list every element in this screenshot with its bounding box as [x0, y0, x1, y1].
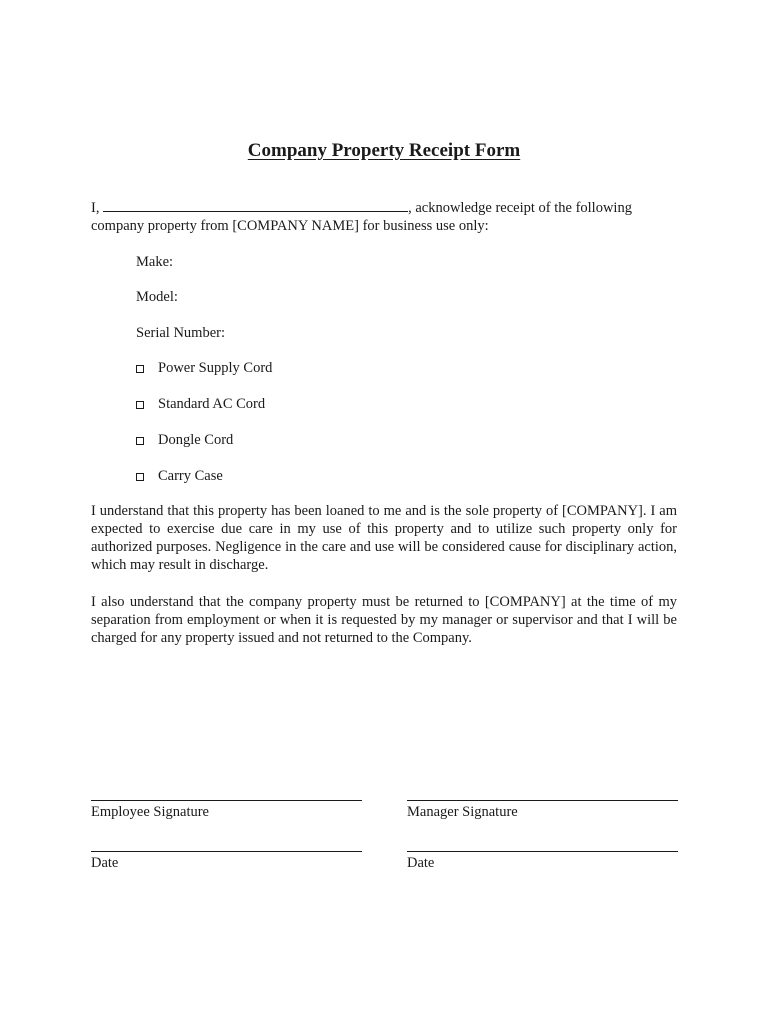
- checkbox-icon[interactable]: [136, 401, 144, 409]
- employee-signature-label: Employee Signature: [91, 804, 209, 820]
- checklist-item-label: Standard AC Cord: [158, 396, 266, 412]
- serial-number-field-label: Serial Number:: [136, 325, 225, 341]
- manager-date-label: Date: [407, 855, 435, 871]
- checklist-item-label: Dongle Cord: [158, 432, 234, 448]
- checklist-item-label: Power Supply Cord: [158, 360, 273, 376]
- ack-prefix: I,: [91, 200, 100, 216]
- manager-signature-label: Manager Signature: [407, 804, 518, 820]
- checklist-item-label: Carry Case: [158, 468, 223, 484]
- checkbox-icon[interactable]: [136, 365, 144, 373]
- manager-signature-line[interactable]: [407, 800, 678, 801]
- checklist-item-standard-ac-cord: [136, 395, 265, 413]
- acknowledgement-statement: [91, 199, 681, 235]
- make-field-label: Make:: [136, 254, 174, 270]
- employee-date-line[interactable]: [91, 851, 362, 852]
- ack-line-2: company property from [COMPANY NAME] for business use only:: [91, 218, 489, 234]
- checkbox-icon[interactable]: [136, 437, 144, 445]
- ack-suffix: , acknowledge receipt of the following: [408, 200, 632, 216]
- model-field-label: Model:: [136, 289, 178, 305]
- checklist-item-power-supply-cord: [136, 359, 272, 377]
- manager-date-line[interactable]: [407, 851, 678, 852]
- checkbox-icon[interactable]: [136, 473, 144, 481]
- employee-name-blank[interactable]: [103, 199, 408, 212]
- checklist-item-dongle-cord: [136, 431, 233, 449]
- loan-terms-paragraph: I understand that this property has been loaned to me and is the sole property of [COMPANY]. I am expected to exercise due care in my use of this property and to utilize such property only for authorized purposes. Negligence in the care and use will be considered cause for disciplinary action, which may result in discharge.: [91, 503, 677, 573]
- return-terms-paragraph: I also understand that the company property must be returned to [COMPANY] at the time of my separation from employment or when it is requested by my manager or supervisor and that I will be charged for any property issued and not returned to the Company.: [91, 594, 677, 646]
- document-title: Company Property Receipt Form: [247, 140, 521, 161]
- checklist-item-carry-case: [136, 467, 223, 485]
- employee-signature-line[interactable]: [91, 800, 362, 801]
- employee-date-label: Date: [91, 855, 119, 871]
